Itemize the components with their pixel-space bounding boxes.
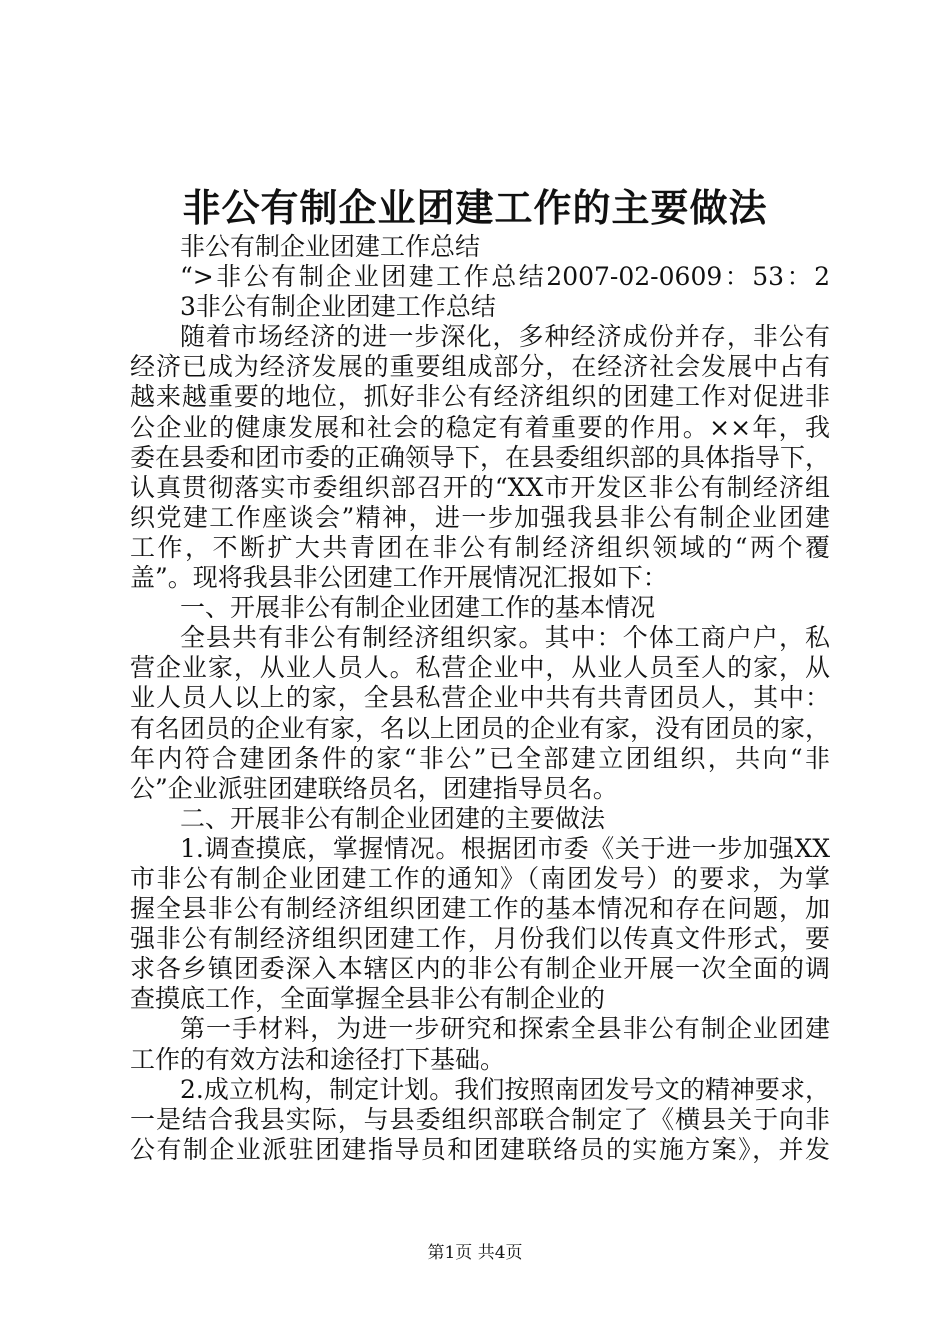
paragraph-line: 营企业家，从业人员人。私营企业中，从业人员至人的家，从 <box>130 653 830 683</box>
paragraph-line: 一是结合我县实际，与县委组织部联合制定了《横县关于向非 <box>130 1104 830 1134</box>
paragraph-line: 工作的有效方法和途径打下基础。 <box>130 1044 506 1074</box>
paragraph-line: 第一手材料，为进一步研究和探索全县非公有制企业团建 <box>180 1014 830 1044</box>
document-body <box>130 232 830 1165</box>
paragraph-line: 委在县委和团市委的正确领导下，在县委组织部的具体指导下， <box>130 442 831 472</box>
paragraph-line: 年内符合建团条件的家“非公”已全部建立团组织，共向“非 <box>130 743 830 773</box>
section-heading: 一、开展非公有制企业团建工作的基本情况 <box>180 593 656 623</box>
paragraph-line: “>非公有制企业团建工作总结2007-02-0609：53：2 <box>180 262 830 292</box>
paragraph-line: 1.调查摸底，掌握情况。根据团市委《关于进一步加强XX <box>180 833 830 863</box>
paragraph-line: 有名团员的企业有家，名以上团员的企业有家，没有团员的家， <box>130 713 831 743</box>
paragraph-line: 随着市场经济的进一步深化，多种经济成份并存，非公有 <box>180 322 830 352</box>
page-footer: 第1页 共4页 <box>427 1243 523 1263</box>
paragraph-line: 经济已成为经济发展的重要组成部分，在经济社会发展中占有 <box>130 352 830 382</box>
paragraph-line: 公有制企业派驻团建指导员和团建联络员的实施方案》，并发 <box>130 1134 830 1164</box>
paragraph-line: 业人员人以上的家，全县私营企业中共有共青团员人，其中： <box>130 683 830 713</box>
paragraph-line: 2.成立机构，制定计划。我们按照南团发号文的精神要求， <box>180 1074 830 1104</box>
paragraph-line: 市非公有制企业团建工作的通知》（南团发号）的要求，为掌 <box>130 863 830 893</box>
paragraph-line: 非公有制企业团建工作总结 <box>180 232 481 261</box>
paragraph-line: 织党建工作座谈会”精神，进一步加强我县非公有制企业团建 <box>130 502 830 532</box>
paragraph-line: 公企业的健康发展和社会的稳定有着重要的作用。××年，我 <box>130 412 830 442</box>
paragraph-line: 3非公有制企业团建工作总结 <box>180 292 496 322</box>
paragraph-line: 工作，不断扩大共青团在非公有制经济组织领域的“两个覆 <box>130 532 830 562</box>
paragraph-line: 认真贯彻落实市委组织部召开的“XX市开发区非公有制经济组 <box>130 472 830 502</box>
document-title: 非公有制企业团建工作的主要做法 <box>182 185 768 230</box>
paragraph-line: 公”企业派驻团建联络员名，团建指导员名。 <box>130 773 618 803</box>
paragraph-line: 握全县非公有制经济组织团建工作的基本情况和存在问题，加 <box>130 894 830 924</box>
paragraph-line: 强非公有制经济组织团建工作，月份我们以传真文件形式，要 <box>130 924 830 954</box>
paragraph-line: 查摸底工作，全面掌握全县非公有制企业的 <box>130 984 606 1014</box>
paragraph-line: 越来越重要的地位，抓好非公有经济组织的团建工作对促进非 <box>130 382 830 412</box>
section-heading: 二、开展非公有制企业团建的主要做法 <box>180 803 606 833</box>
paragraph-line: 盖”。现将我县非公团建工作开展情况汇报如下： <box>130 563 668 593</box>
paragraph-line: 全县共有非公有制经济组织家。其中：个体工商户户，私 <box>180 623 830 653</box>
paragraph-line: 求各乡镇团委深入本辖区内的非公有制企业开展一次全面的调 <box>130 954 830 984</box>
